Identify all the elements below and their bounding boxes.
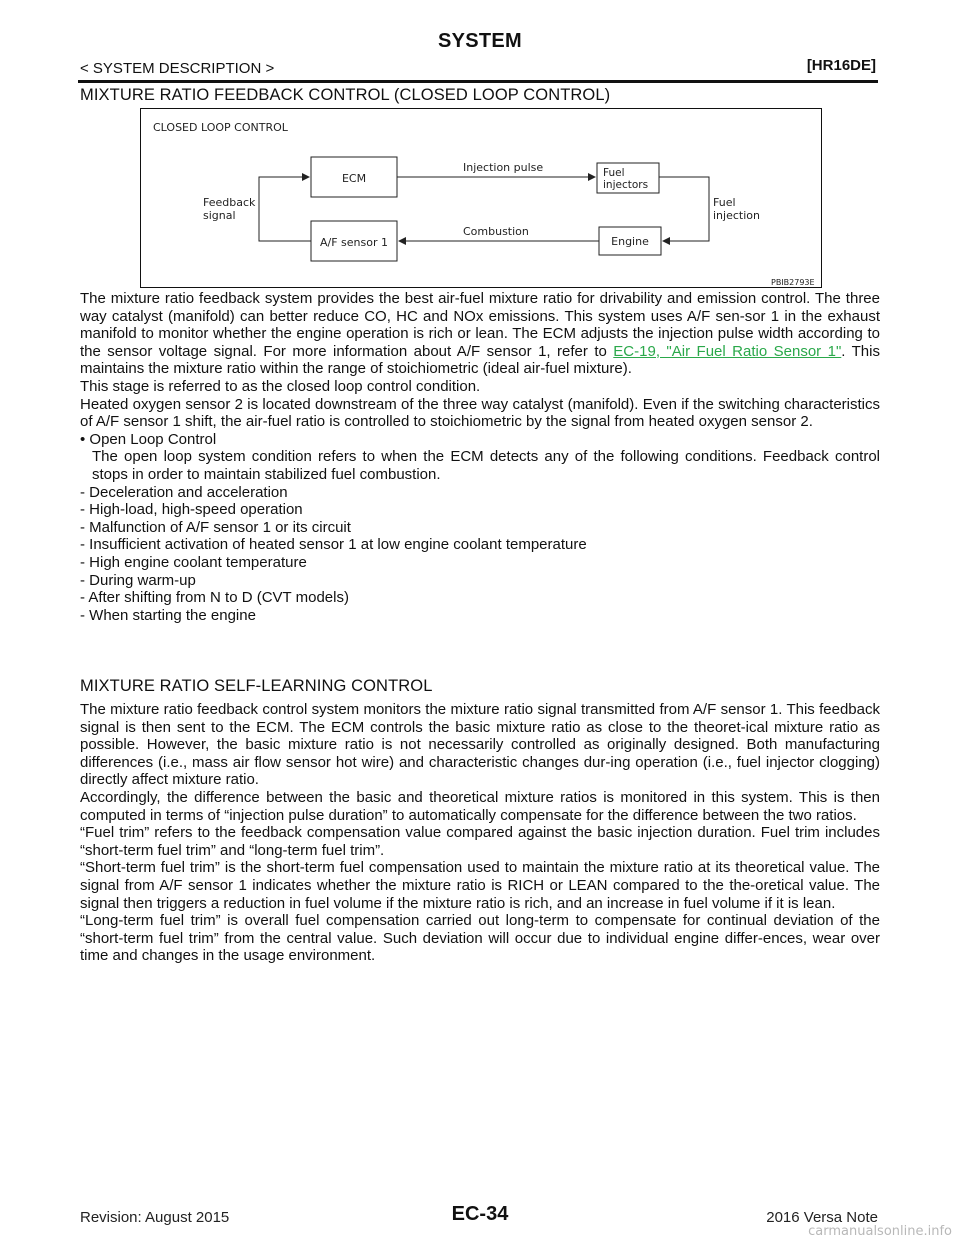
injection-pulse-label: Injection pulse (463, 161, 544, 174)
condition-item: - Malfunction of A/F sensor 1 or its circuit (80, 518, 351, 536)
section1-body (80, 290, 880, 624)
af-sensor-reference-link[interactable]: EC-19, "Air Fuel Ratio Sensor 1" (613, 342, 842, 360)
section-heading-closed-loop: MIXTURE RATIO FEEDBACK CONTROL (CLOSED LOOP CONTROL) (80, 86, 611, 104)
paragraph-feedback-system (80, 290, 880, 378)
engine-code: [HR16DE] (806, 57, 876, 74)
diagram-code: PBIB2793E (771, 278, 815, 287)
fuel-injection-label-1: Fuel (713, 196, 736, 209)
paragraph-closed-loop-stage: This stage is referred to as the closed loop control condition. (80, 377, 481, 395)
header-divider (78, 80, 878, 83)
paragraph-fuel-trim: “Fuel trim” refers to the feedback compensation value compared against the basic injection duration. Fuel trim includes “short-term fuel trim” and “long-term fuel trim”. (80, 824, 880, 859)
open-loop-bullet: • Open Loop Control (80, 430, 217, 448)
condition-item: - After shifting from N to D (CVT models) (80, 589, 349, 607)
paragraph-long-term-fuel-trim: “Long-term fuel trim” is overall fuel compensation carried out long-term to compensate for continual deviation of the “short-term fuel trim” from the central value. Such deviation will occur due to individual engine differ-ences, wear over time and changes in the usage environment. (80, 912, 880, 965)
fuel-injection-loop-line (659, 177, 709, 241)
ecm-label: ECM (341, 172, 367, 185)
section-label: < SYSTEM DESCRIPTION > (80, 60, 275, 77)
fuel-injectors-label-1: Fuel (603, 167, 625, 179)
open-loop-description: The open loop system condition refers to when the ECM detects any of the following conditions. Feedback control stops in order to maintain stabilized fuel combustion. (92, 448, 880, 483)
section-heading-self-learning: MIXTURE RATIO SELF-LEARNING CONTROL (80, 677, 433, 695)
page-title: SYSTEM (437, 30, 523, 52)
section2-body (80, 701, 880, 965)
condition-item: - High-load, high-speed operation (80, 501, 303, 519)
paragraph-short-term-fuel-trim: “Short-term fuel trim” is the short-term fuel compensation used to maintain the mixture ratio at its theoretical value. The signal from A/F sensor 1 indicates whether the mixture ratio is RICH or LEAN compared to the the-oretical value. The signal then triggers a reduction in fuel volume if the mixture ratio is rich, and an increase in fuel volume if it is lean. (80, 859, 880, 912)
paragraph-self-learning-2: Accordingly, the difference between the basic and theoretical mixture ratios is monitored in this system. This is then computed in terms of “injection pulse duration” to automatically compensate for the difference between the two ratios. (80, 788, 880, 824)
page-number: EC-34 (451, 1203, 509, 1225)
af-sensor-label: A/F sensor 1 (319, 236, 389, 249)
paragraph-heated-oxygen-sensor: Heated oxygen sensor 2 is located downstream of the three way catalyst (manifold). Even if the switching characteristics of A/F sensor 1 shift, the air-fuel ratio is controlled to stoichiometric by the signal from heated oxygen sensor 2. (80, 395, 880, 431)
condition-item: - When starting the engine (80, 606, 256, 624)
closed-loop-diagram-svg (141, 109, 823, 289)
feedback-loop-line (259, 177, 311, 241)
condition-item: - Insufficient activation of heated sensor 1 at low engine coolant temperature (80, 536, 587, 554)
feedback-label-1: Feedback (203, 196, 256, 209)
diagram-title: CLOSED LOOP CONTROL (153, 121, 288, 134)
fuel-injection-label-2: injection (713, 209, 760, 222)
condition-item: - During warm-up (80, 571, 196, 589)
revision-date: Revision: August 2015 (80, 1209, 230, 1226)
closed-loop-diagram (140, 108, 822, 288)
site-watermark: carmanualsonline.info (808, 1224, 952, 1239)
condition-item: - High engine coolant temperature (80, 553, 307, 571)
paragraph-feedback-system-text: The mixture ratio feedback system provides the best air-fuel mixture ratio for drivability and emission control. The three way catalyst (manifold) can better reduce CO, HC and NOx emissions. This system uses A/F sen-sor 1 in the exhaust manifold to monitor whether the engine operation is rich or lean. The ECM adjusts the injection pulse width according to the sensor voltage signal. For more information about A/F sensor 1, refer to (80, 290, 880, 360)
combustion-label: Combustion (463, 225, 529, 238)
feedback-label-2: signal (203, 209, 236, 222)
engine-label: Engine (611, 235, 649, 248)
condition-item: - Deceleration and acceleration (80, 483, 288, 501)
paragraph-feedback-system-tail: . This maintains the mixture ratio within the range of stoichiometric (ideal air-fuel mixture). (80, 342, 880, 378)
paragraph-self-learning-1: The mixture ratio feedback control system monitors the mixture ratio signal transmitted from A/F sensor 1. This feedback signal is then sent to the ECM. The ECM controls the basic mixture ratio as close to the theoret-ical mixture ratio as possible. However, the basic mixture ratio is not necessarily controlled as originally designed. Both manufacturing differences (i.e., mass air flow sensor hot wire) and characteristic changes dur-ing operation (i.e., fuel injector clogging) directly affect mixture ratio. (80, 701, 880, 789)
vehicle-model: 2016 Versa Note (766, 1209, 878, 1226)
fuel-injectors-label-2: injectors (603, 179, 649, 191)
